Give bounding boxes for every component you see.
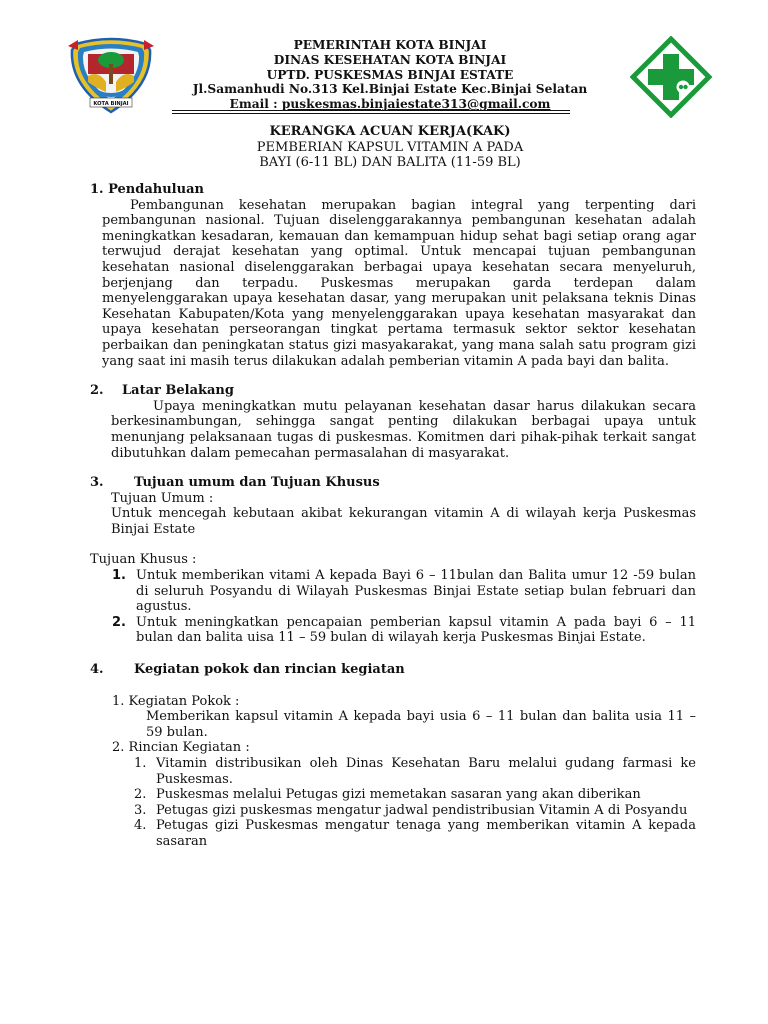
list-item <box>90 787 696 803</box>
title-line-2: PEMBERIAN KAPSUL VITAMIN A PADA <box>256 139 524 155</box>
letterhead-unit: UPTD. PUSKESMAS BINJAI ESTATE <box>266 67 514 82</box>
tujuan-umum-body: Untuk mencegah kebutaan akibat kekurangan vitamin A di wilayah kerja Puskesmas Binjai Estate <box>111 506 696 537</box>
tujuan-khusus-label: Tujuan Khusus : <box>90 552 197 568</box>
letterhead-agency: DINAS KESEHATAN KOTA BINJAI <box>273 52 507 67</box>
letterhead-address: Jl.Samanhudi No.313 Kel.Binjai Estate Kec.Binjai Selatan <box>192 82 588 97</box>
list-item-text: Vitamin distribusikan oleh Dinas Kesehatan Baru melalui gudang farmasi ke Puskesmas. <box>156 756 696 787</box>
kegiatan-pokok-label: 1. Kegiatan Pokok : <box>112 693 240 709</box>
list-item-text: Petugas gizi Puskesmas mengatur tenaga yang memberikan vitamin A kepada sasaran <box>156 818 696 849</box>
document-title <box>120 124 660 171</box>
tujuan-khusus-list <box>90 568 696 646</box>
kegiatan-pokok-body: Memberikan kapsul vitamin A kepada bayi usia 6 – 11 bulan dan balita usia 11 – 59 bulan. <box>146 709 696 740</box>
section-1-paragraph: Pembangunan kesehatan merupakan bagian integral yang terpenting dari pembangunan nasional. Tujuan diselenggarakannya pembangunan kesehatan adalah meningkatkan kesadaran, kemauan dan kemampuan hidup sehat bagi setiap orang agar terwujud derajat kesehatan yang optimal. Untuk mencapai tujuan pembangunan kesehatan nasional diselenggarakan berbagai upaya kesehatan secara menyeluruh, berjenjang dan terpadu. Puskesmas merupakan garda terdepan dalam menyelenggarakan upaya kesehatan dasar, yang merupakan unit pelaksana teknis Dinas Kesehatan Kabupaten/Kota yang menyelenggarakan upaya kesehatan masyarakat dan upaya kesehatan perseorangan tingkat pertama termasuk sektor sektor kesehatan perbaikan dan peningkatan status gizi masyakarakat, yang mana salah satu program gizi yang saat ini masih terus dilakukan adalah pemberian vitamin A pada bayi dan balita. <box>102 197 696 369</box>
list-item-number: 3. <box>134 802 147 818</box>
section-1-number: 1. <box>90 182 104 197</box>
letterhead <box>150 38 630 112</box>
section-3-number: 3. <box>90 475 104 491</box>
puskesmas-cross-logo <box>630 36 712 118</box>
section-2-title: Latar Belakang <box>122 383 234 399</box>
rincian-kegiatan-list <box>90 756 696 850</box>
crest-banner-text: KOTA BINJAI <box>93 101 129 107</box>
section-4-title: Kegiatan pokok dan rincian kegiatan <box>134 662 405 678</box>
rincian-kegiatan-label: 2. Rincian Kegiatan : <box>112 740 250 756</box>
list-item-number: 1. <box>112 568 126 584</box>
list-item-number: 2. <box>112 614 126 630</box>
list-item-text: Petugas gizi puskesmas mengatur jadwal pendistribusian Vitamin A di Posyandu <box>156 802 688 818</box>
list-item <box>90 818 696 849</box>
list-item-text: Untuk meningkatkan pencapaian pemberian kapsul vitamin A pada bayi 6 – 11 bulan dan balita uisa 11 – 59 bulan di wilayah kerja Puskesmas Binjai Estate. <box>136 614 696 646</box>
section-2-number: 2. <box>90 383 104 399</box>
section-3-title: Tujuan umum dan Tujuan Khusus <box>134 475 380 491</box>
list-item-text: Untuk memberikan vitami A kepada Bayi 6 – 11bulan dan Balita umur 12 -59 bulan di seluruh Posyandu di Wilayah Puskesmas Binjai Estate setiap bulan februari dan agustus. <box>136 568 696 615</box>
section-2-paragraph: Upaya meningkatkan mutu pelayanan kesehatan dasar harus dilakukan secara berkesinambungan, sehingga sangat penting dilakukan berbagai upaya untuk menunjang pelaksanaan tugas di puskesmas. Komitmen dari pihak-pihak terkait sangat dibutuhkan dalam pemecahan permasalahan di masyarakat. <box>111 398 696 461</box>
section-2-heading <box>90 383 696 399</box>
kota-binjai-crest-logo <box>66 36 156 114</box>
list-item <box>90 756 696 787</box>
list-item <box>90 568 696 615</box>
title-main: KERANGKA ACUAN KERJA(KAK) <box>269 124 511 139</box>
letterhead-divider-top <box>172 110 570 111</box>
title-line-3: BAYI (6-11 BL) DAN BALITA (11-59 BL) <box>259 155 521 170</box>
section-4-number: 4. <box>90 662 104 678</box>
section-1-title: Pendahuluan <box>108 182 204 197</box>
section-4-heading <box>90 662 696 678</box>
list-item-number: 4. <box>134 818 147 834</box>
email-link[interactable]: puskesmas.binjaiestate313@gmail.com <box>281 97 551 112</box>
tujuan-umum-label: Tujuan Umum : <box>111 490 214 506</box>
section-1-heading <box>90 182 696 198</box>
list-item-number: 2. <box>134 787 147 803</box>
list-item <box>90 803 696 819</box>
list-item-number: 1. <box>134 756 147 771</box>
letterhead-divider-bottom <box>172 113 570 114</box>
section-3-heading <box>90 475 696 491</box>
letterhead-government: PEMERINTAH KOTA BINJAI <box>293 38 487 52</box>
list-item-text: Puskesmas melalui Petugas gizi memetakan sasaran yang akan diberikan <box>156 787 641 803</box>
list-item <box>90 615 696 646</box>
email-label: Email : <box>229 97 282 112</box>
document-body <box>90 182 696 850</box>
